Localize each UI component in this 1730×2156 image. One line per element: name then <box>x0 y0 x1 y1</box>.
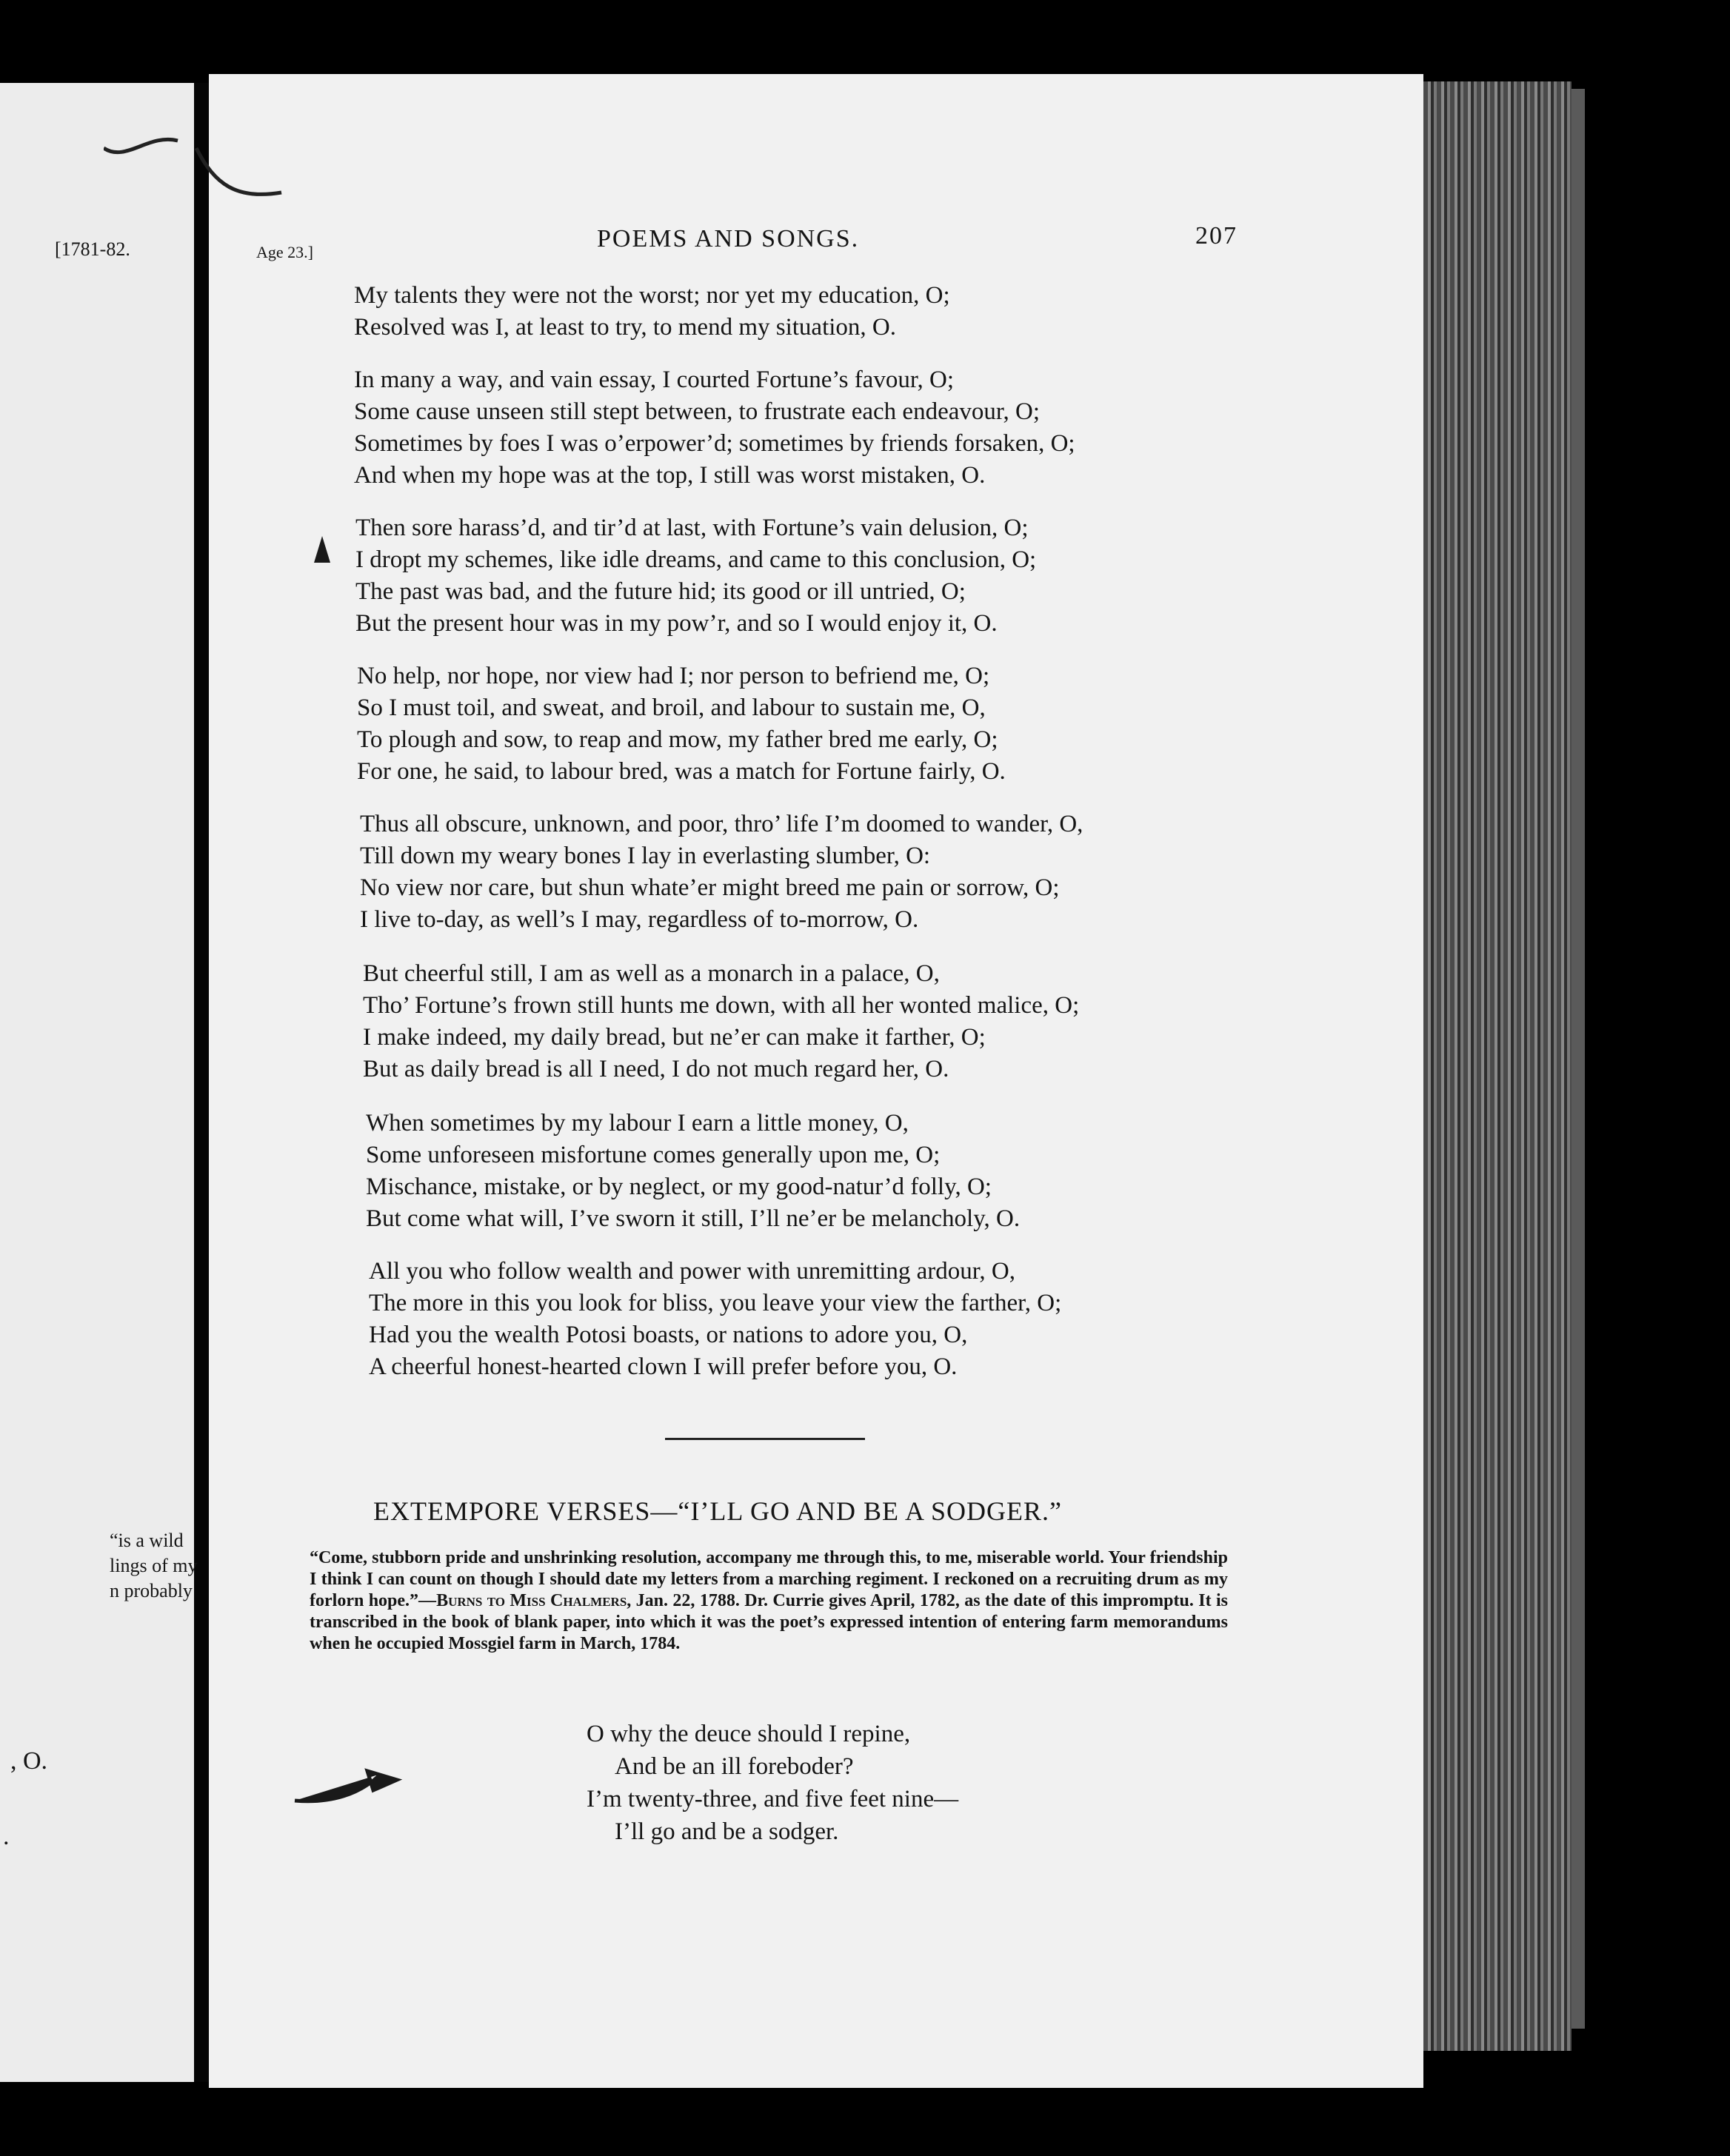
verse-line: Some cause unseen still stept between, to frustrate each endeavour, O; <box>354 398 1041 425</box>
verse-line: The past was bad, and the future hid; its good or ill untried, O; <box>355 578 966 605</box>
page-edges <box>1423 81 1572 2051</box>
verse-line: No view nor care, but shun whate’er might breed me pain or sorrow, O; <box>360 874 1060 901</box>
left-page-fragment: , O. <box>10 1747 48 1775</box>
stanza <box>363 958 1079 1085</box>
stanza <box>360 808 1083 936</box>
verse-line: Had you the wealth Potosi boasts, or nations to adore you, O, <box>369 1322 968 1348</box>
stanza <box>354 364 1075 492</box>
verse-line: The more in this you look for bliss, you leave your view the farther, O; <box>369 1290 1062 1316</box>
book-gutter <box>194 83 209 2082</box>
page-title: POEMS AND SONGS. <box>597 225 860 252</box>
verse-line: No help, nor hope, nor view had I; nor person to befriend me, O; <box>357 663 990 689</box>
left-page <box>0 83 194 2082</box>
verse-line: O why the deuce should I repine, <box>587 1721 911 1747</box>
left-page-fragment: n probably <box>110 1580 193 1601</box>
verse-line: Tho’ Fortune’s frown still hunts me down, with all her wonted malice, O; <box>363 992 1080 1019</box>
stanza <box>357 660 1006 788</box>
verse-line: For one, he said, to labour bred, was a match for Fortune fairly, O. <box>357 758 1006 785</box>
verse-line: A cheerful honest-hearted clown I will prefer before you, O. <box>369 1353 958 1380</box>
song-verse <box>587 1718 958 1848</box>
verse-line: I live to-day, as well’s I may, regardless of to-morrow, O. <box>360 906 919 933</box>
pointing-hand-icon <box>293 1758 404 1810</box>
verse-line: All you who follow wealth and power with unremitting ardour, O, <box>369 1258 1016 1285</box>
left-page-fragment: . <box>3 1823 10 1850</box>
verse-line: Sometimes by foes I was o’erpower’d; sometimes by friends forsaken, O; <box>354 430 1075 457</box>
verse-line: I make indeed, my daily bread, but ne’er can make it farther, O; <box>363 1024 986 1051</box>
running-header-age: Age 23.] <box>256 243 313 261</box>
stanza <box>355 512 1036 640</box>
headnote <box>310 1547 1228 1655</box>
verse-line: In many a way, and vain essay, I courted Fortune’s favour, O; <box>354 366 954 393</box>
pen-mark-top <box>104 118 296 215</box>
verse-line: Then sore harass’d, and tir’d at last, with Fortune’s vain delusion, O; <box>355 515 1029 541</box>
stanza <box>366 1108 1020 1235</box>
headnote-citation: Burns to Miss Chalmers <box>436 1591 627 1610</box>
verse-line: Some unforeseen misfortune comes generally upon me, O; <box>366 1142 941 1168</box>
verse-line: I’m twenty-three, and five feet nine— <box>587 1786 959 1812</box>
page-number: 207 <box>1195 222 1238 250</box>
verse-line: And when my hope was at the top, I still was worst mistaken, O. <box>354 462 986 489</box>
left-page-header-fragment: [1781-82. <box>55 238 130 260</box>
stanza <box>369 1256 1061 1383</box>
stanza <box>354 280 950 344</box>
verse-line: Till down my weary bones I lay in everlasting slumber, O: <box>360 843 931 869</box>
verse-line: My talents they were not the worst; nor yet my education, O; <box>354 282 950 309</box>
headnote-text: , Jan. 22, 1788. Dr. Currie gives April, 1782, as the date of this impromptu. It is transcribed in the book of blank paper, into which it was the poet’s expressed intention of entering farm memorandums when he occupied Mossgiel farm in March, 1784. <box>310 1591 1228 1653</box>
verse-line: Resolved was I, at least to try, to mend my situation, O. <box>354 314 896 341</box>
verse-line: And be an ill foreboder? <box>615 1753 854 1780</box>
verse-line: But come what will, I’ve sworn it still, I’ll ne’er be melancholy, O. <box>366 1205 1021 1232</box>
verse-line: But the present hour was in my pow’r, and so I would enjoy it, O. <box>355 610 998 637</box>
verse-line: But cheerful still, I am as well as a monarch in a palace, O, <box>363 960 940 987</box>
pen-mark-bell <box>310 533 335 572</box>
verse-line: Thus all obscure, unknown, and poor, thro’ life I’m doomed to wander, O, <box>360 811 1083 837</box>
verse-line: I’ll go and be a sodger. <box>615 1818 839 1845</box>
left-page-fragment: “is a wild <box>110 1530 184 1551</box>
verse-line: Mischance, mistake, or by neglect, or my good-natur’d folly, O; <box>366 1174 992 1200</box>
verse-line: So I must toil, and sweat, and broil, and labour to sustain me, O, <box>357 694 986 721</box>
headnote-quote: “Come, stubborn pride and unshrinking resolution, accompany me through this, to me, miserable world. Your friendship I think I can count on though I should date my letters from a marching regiment. I reckoned on a recruiting drum as my forlorn hope.”— <box>310 1548 1228 1610</box>
verse-line: When sometimes by my labour I earn a little money, O, <box>366 1110 909 1136</box>
section-divider <box>665 1438 865 1440</box>
left-page-fragment: lings of my <box>110 1555 198 1576</box>
verse-line: I dropt my schemes, like idle dreams, and came to this conclusion, O; <box>355 546 1037 573</box>
verse-line: To plough and sow, to reap and mow, my father bred me early, O; <box>357 726 998 753</box>
section-title: EXTEMPORE VERSES—“I’LL GO AND BE A SODGER.” <box>373 1496 1063 1526</box>
page-edges-end <box>1572 89 1585 2029</box>
verse-line: But as daily bread is all I need, I do not much regard her, O. <box>363 1056 949 1082</box>
